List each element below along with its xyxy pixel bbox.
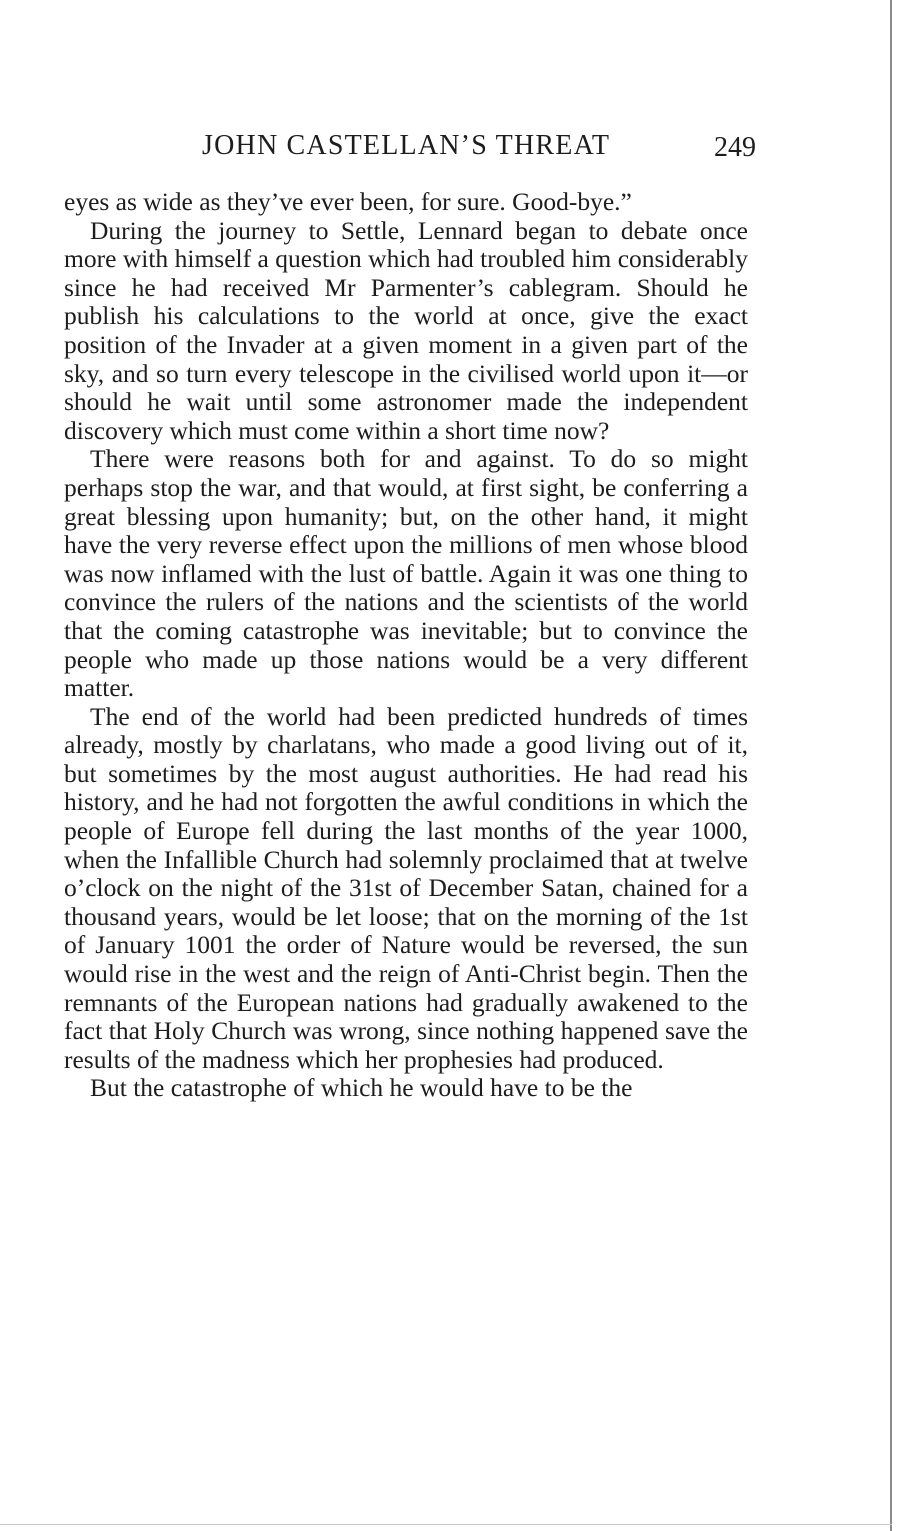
page-number: 249 xyxy=(714,132,756,163)
body-text xyxy=(64,188,748,1103)
paragraph-continued: eyes as wide as they’ve ever been, for sure. Good-bye.” xyxy=(64,187,632,216)
paragraph-reasons: There were reasons both for and against. To do so might perhaps stop the war, and that would, at first sight, be conferring a great blessing upon humanity; but, on the other hand, it might have the very reverse effect upon the millions of men whose blood was now inflamed with the lust of battle. Again it was one thing to convince the rulers of the nations and the scientists of the world that the coming catastrophe was inevitable; but to convince the people who made up those nations would be a very different matter. xyxy=(64,444,748,703)
paragraph-catastrophe: But the catastrophe of which he would have to be the xyxy=(90,1073,633,1103)
page-edge-bottom xyxy=(0,1524,892,1525)
page-edge-right xyxy=(890,0,892,1531)
paragraph-journey-to-settle: During the journey to Settle, Lennard began to debate once more with himself a question which had troubled him considerably since he had received Mr Parmenter’s cablegram. Should he publish his calculations to the world at once, give the exact position of the Invader at a given moment in a given part of the sky, and so turn every telescope in the civilised world upon it—or should he wait until some astronomer made the independent discovery which must come within a short time now? xyxy=(64,215,748,445)
paragraph-end-of-world: The end of the world had been predicted hundreds of times already, mostly by charlatans, who made a good living out of it, but sometimes by the most august authorities. He had read his history, and he had not forgotten the awful conditions in which the people of Europe fell during the last months of the year 1000, when the Infallible Church had solemnly proclaimed that at twelve o’clock on the night of the 31st of December Satan, chained for a thousand years, would be let loose; that on the morning of the 1st of January 1001 the order of Nature would be reversed, the sun would rise in the west and the reign of Anti-Christ begin. Then the remnants of the European nations had gradually awakened to the fact that Holy Church was wrong, since nothing happened save the results of the madness which her prophesies had produced. xyxy=(64,701,748,1074)
page-header xyxy=(0,130,900,170)
running-title: JOHN CASTELLAN’S THREAT xyxy=(202,130,611,161)
